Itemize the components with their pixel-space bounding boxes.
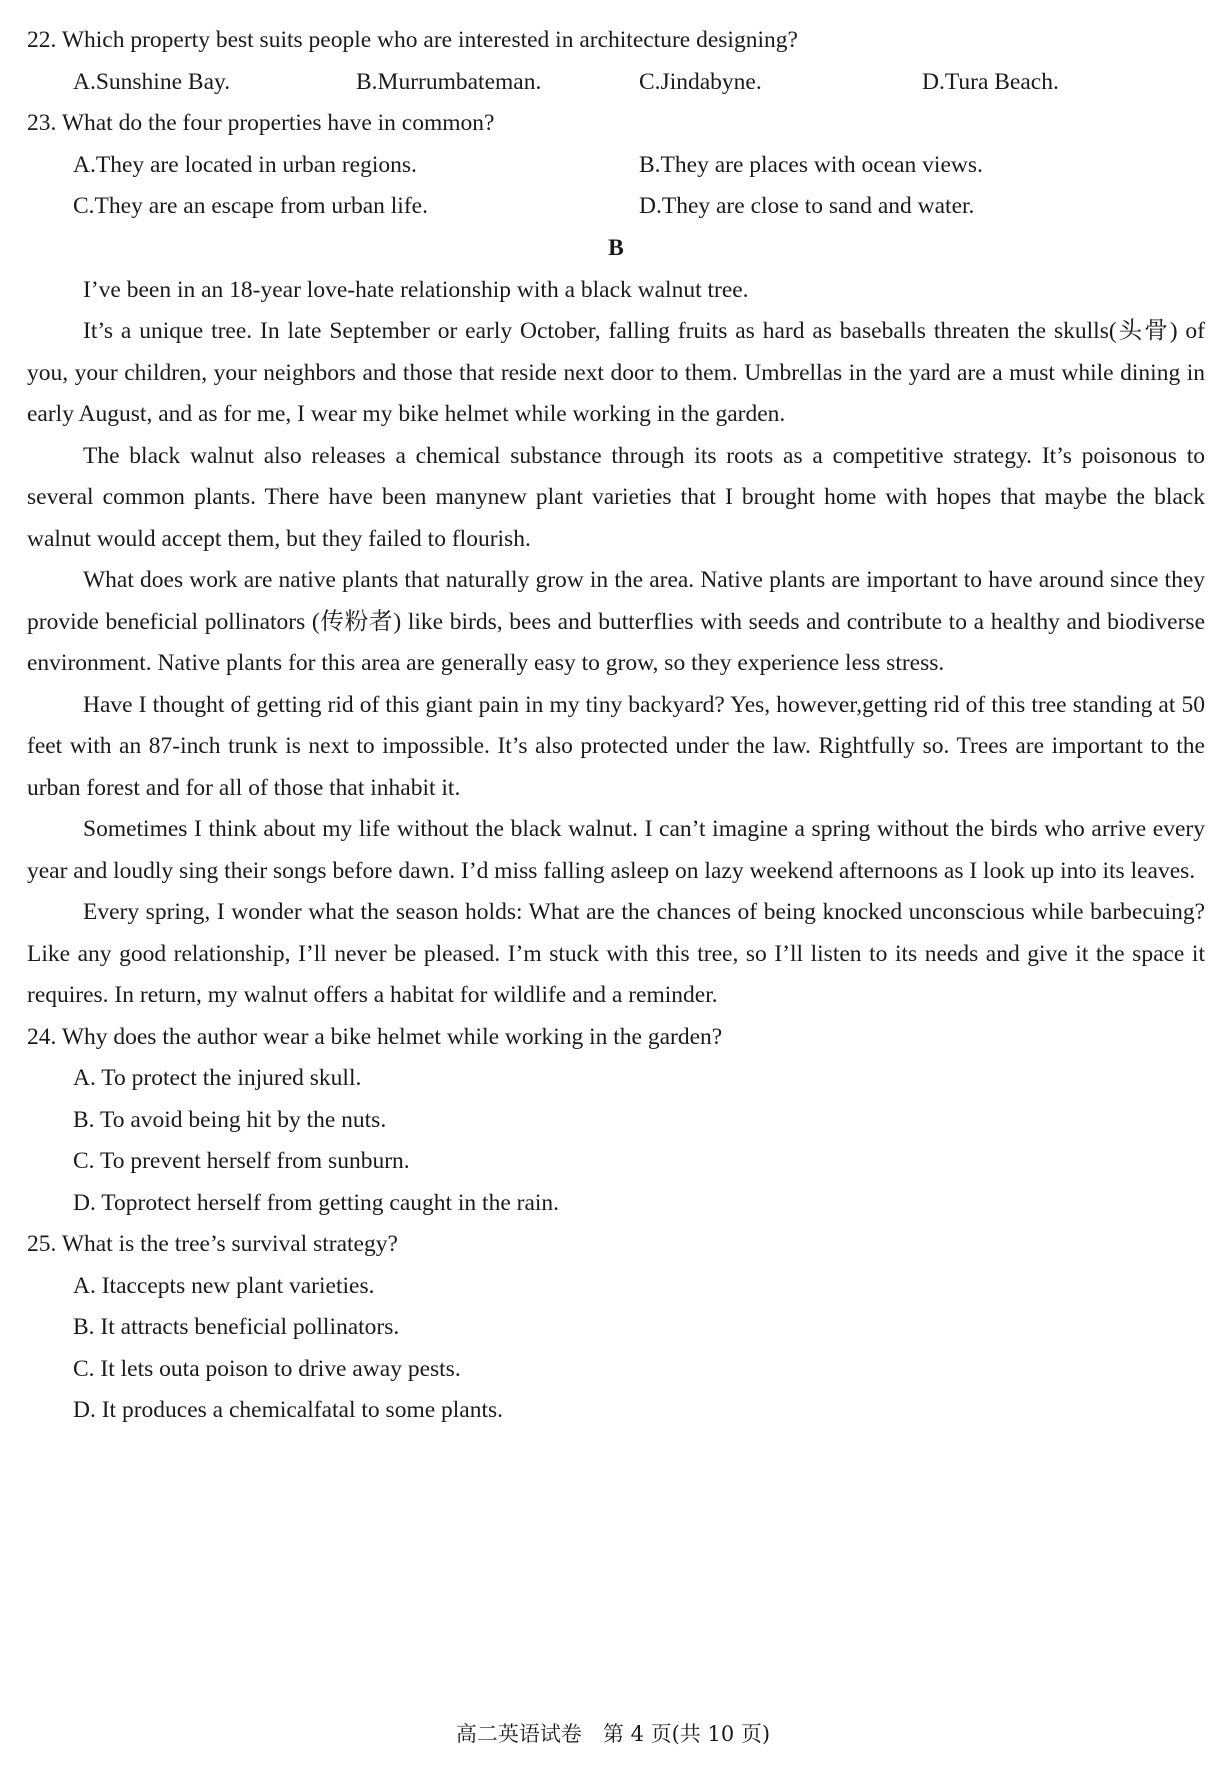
option-d: D.Tura Beach. [922, 68, 1059, 95]
section-heading: B [608, 234, 624, 261]
option-d: D. It produces a chemicalfatal to some plants. [73, 1397, 504, 1423]
option-c: C.Jindabyne. [639, 68, 762, 95]
exam-page [27, 20, 1205, 1432]
option-a: A. Itaccepts new plant varieties. [73, 1272, 375, 1299]
option-b: B.They are places with ocean views. [639, 151, 983, 178]
option-a: A.Sunshine Bay. [73, 68, 231, 95]
passage-paragraph: The black walnut also releases a chemical substance through its roots as a competitive strategy. It’s poisonous to several common plants. There have been manynew plant varieties that I brought home with hopes that maybe the black walnut would accept them, but they failed to flourish. [27, 442, 1205, 552]
question-22-stem: 22. Which property best suits people who are interested in architecture designing? [27, 27, 798, 53]
option-a: A. To protect the injured skull. [73, 1065, 362, 1091]
option-b: B.Murrumbateman. [356, 68, 542, 95]
passage-paragraph: Every spring, I wonder what the season holds: What are the chances of being knocked unconscious while barbecuing? Like any good relationship, I’ll never be pleased. I’m stuck with this tree, so I’ll listen to its needs and give it the space it requires. In return, my walnut offers a habitat for wildlife and a reminder. [27, 899, 1205, 1008]
question-23-options-row-1 [27, 145, 1205, 187]
option-b: B. It attracts beneficial pollinators. [73, 1314, 400, 1340]
page-footer: 高二英语试卷 第 4 页(共 10 页) [455, 1722, 771, 1746]
question-23-options-row-2 [27, 186, 1205, 228]
passage-paragraph: Sometimes I think about my life without the black walnut. I can’t imagine a spring without the birds who arrive every year and loudly sing their songs before dawn. I’d miss falling asleep on lazy weekend afternoons as I look up into its leaves. [27, 816, 1205, 884]
option-a: A.They are located in urban regions. [73, 151, 417, 178]
option-c: C. It lets outa poison to drive away pests. [73, 1355, 461, 1382]
passage-paragraph: I’ve been in an 18-year love-hate relationship with a black walnut tree. [83, 276, 749, 303]
option-b: B. To avoid being hit by the nuts. [73, 1106, 387, 1133]
question-25-stem: 25. What is the tree’s survival strategy? [27, 1231, 398, 1257]
passage-paragraph: What does work are native plants that naturally grow in the area. Native plants are important to have around since they provide beneficial pollinators (传粉者) like birds, bees and butterflies with seeds and contribute to a healthy and biodiverse environment. Native plants for this area are generally easy to grow, so they experience less stress. [27, 567, 1205, 676]
question-22-options [27, 62, 1205, 104]
option-d: D. Toprotect herself from getting caught in the rain. [73, 1189, 560, 1216]
question-24-stem: 24. Why does the author wear a bike helmet while working in the garden? [27, 1023, 723, 1050]
passage-paragraph: Have I thought of getting rid of this giant pain in my tiny backyard? Yes, however,getting rid of this tree standing at 50 feet with an 87-inch trunk is next to impossible. It’s also protected under the law. Rightfully so. Trees are important to the urban forest and for all of those that inhabit it. [27, 691, 1205, 801]
passage-paragraph: It’s a unique tree. In late September or early October, falling fruits as hard as baseballs threaten the skulls(头骨) of you, your children, your neighbors and those that reside next door to them. Umbrellas in the yard are a must while dining in early August, and as for me, I wear my bike helmet while working in the garden. [27, 318, 1205, 427]
option-c: C.They are an escape from urban life. [73, 193, 428, 219]
option-d: D.They are close to sand and water. [639, 193, 975, 219]
option-c: C. To prevent herself from sunburn. [73, 1148, 410, 1174]
question-23-stem: 23. What do the four properties have in common? [27, 110, 495, 136]
